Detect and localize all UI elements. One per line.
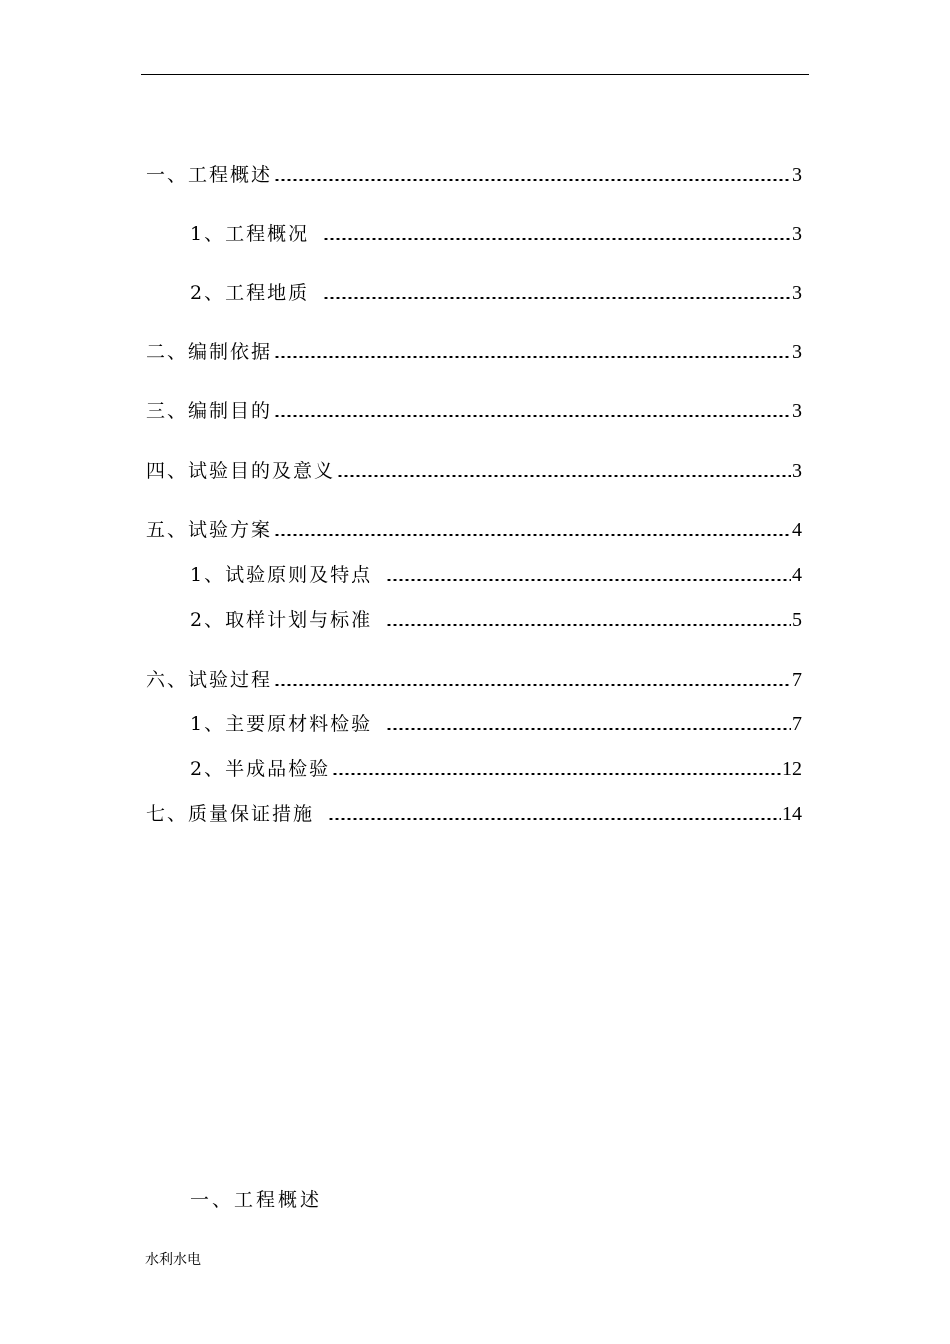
toc-label: 六、试验过程	[146, 669, 273, 691]
toc-entry-5-1[interactable]	[190, 562, 802, 588]
toc-entry-2[interactable]	[146, 339, 802, 365]
toc-entry-6-2[interactable]	[190, 756, 802, 782]
toc-page-number: 7	[792, 713, 802, 735]
header-rule	[141, 74, 809, 75]
toc-label: 1、主要原材料检验	[190, 713, 373, 735]
toc-label: 2、取样计划与标准	[190, 609, 373, 631]
toc-leader	[372, 711, 792, 737]
toc-leader	[314, 801, 782, 827]
toc-label: 一、工程概述	[146, 164, 273, 186]
toc-page-number: 3	[792, 282, 802, 304]
toc-page-number: 7	[792, 669, 802, 691]
toc-entry-5-2[interactable]	[190, 607, 802, 633]
toc-label: 五、试验方案	[146, 519, 273, 541]
toc-entry-3[interactable]	[146, 398, 802, 424]
toc-leader	[272, 517, 792, 543]
toc-leader	[335, 458, 792, 484]
toc-entry-1[interactable]	[146, 162, 802, 188]
toc-entry-1-2[interactable]	[190, 280, 802, 306]
toc-label: 四、试验目的及意义	[146, 460, 336, 482]
toc-entry-4[interactable]	[146, 458, 802, 484]
toc-leader	[330, 756, 782, 782]
toc-page-number: 3	[792, 400, 802, 422]
toc-page-number: 3	[792, 460, 802, 482]
footer-text: 水利水电	[145, 1252, 201, 1268]
toc-label: 二、编制依据	[146, 341, 273, 363]
toc-leader	[272, 667, 792, 693]
toc-page-number: 3	[792, 341, 802, 363]
toc-label: 三、编制目的	[146, 400, 273, 422]
toc-leader	[372, 607, 792, 633]
toc-entry-6-1[interactable]	[190, 711, 802, 737]
toc-page-number: 4	[792, 519, 802, 541]
toc-page-number: 3	[792, 164, 802, 186]
toc-label: 2、半成品检验	[190, 758, 331, 780]
toc-leader	[272, 339, 792, 365]
toc-page-number: 5	[792, 609, 802, 631]
toc-leader	[372, 562, 792, 588]
toc-label: 2、工程地质	[190, 282, 310, 304]
toc-label: 1、试验原则及特点	[190, 564, 373, 586]
toc-entry-7[interactable]	[146, 801, 802, 827]
toc-entry-5[interactable]	[146, 517, 802, 543]
toc-label: 1、工程概况	[190, 223, 310, 245]
section-heading: 一、工程概述	[190, 1189, 323, 1211]
toc-entry-6[interactable]	[146, 667, 802, 693]
toc-page-number: 12	[782, 758, 802, 780]
toc-leader	[309, 221, 792, 247]
toc-leader	[272, 398, 792, 424]
toc-entry-1-1[interactable]	[190, 221, 802, 247]
toc-page-number: 3	[792, 223, 802, 245]
toc-page-number: 4	[792, 564, 802, 586]
toc-leader	[309, 280, 792, 306]
toc-page-number: 14	[782, 803, 802, 825]
toc-leader	[272, 162, 792, 188]
toc-label: 七、质量保证措施	[146, 803, 315, 825]
